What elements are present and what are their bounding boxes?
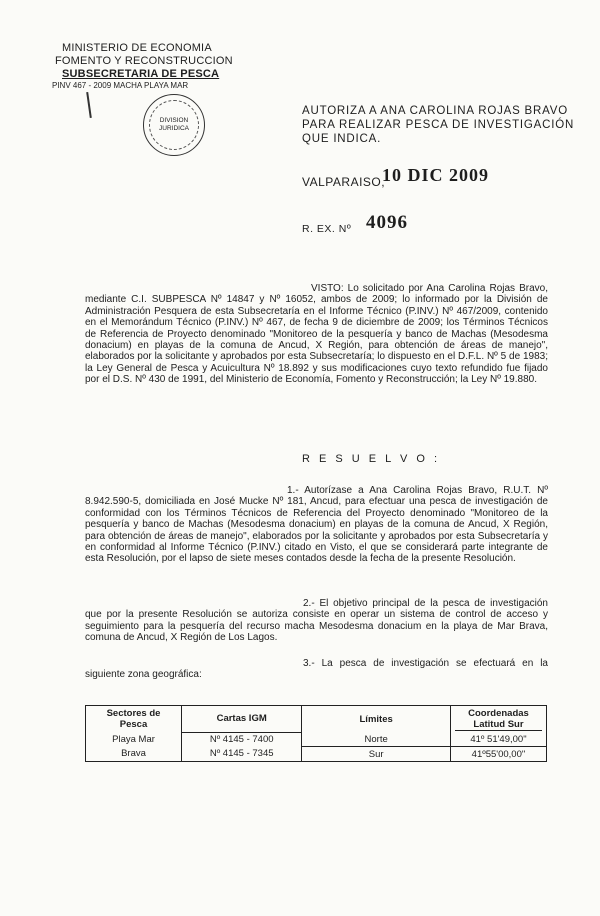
stamp-line1: DIVISION bbox=[159, 117, 189, 124]
subsecretaria-name: SUBSECRETARIA DE PESCA bbox=[62, 68, 220, 80]
subject-line3: QUE INDICA. bbox=[302, 133, 382, 145]
header-cartas: Cartas IGM bbox=[182, 706, 302, 733]
city-label: VALPARAISO, bbox=[302, 175, 386, 189]
sector-line2: Brava bbox=[86, 747, 182, 762]
resolution-number: 4096 bbox=[366, 212, 408, 233]
resuelvo-heading: R E S U E L V O : bbox=[302, 453, 441, 465]
limite-cell: Sur bbox=[302, 747, 451, 762]
article-2-paragraph: 2.- El objetivo principal de la pesca de investigación que por la presente Resolución se autoriza consiste en operar un sistema de control de acceso y seguimiento para la pesquería del recurso macha Mesodesma donacium en la playa de Mar Brava, comuna de Ancud, X Región de Los Lagos. bbox=[85, 598, 548, 644]
visto-paragraph: VISTO: Lo solicitado por Ana Carolina Rojas Bravo, mediante C.I. SUBPESCA Nº 14847 y Nº 16052, ambos de 2009; lo informado por la División de Administración Pesquera de esta Subsecretaría en el Informe Técnico (P.INV.) Nº 467/2009, contenido en el Memorándum Técnico (P.INV.) Nº 467, de fecha 9 de diciembre de 2009; los Términos Técnicos de Referencia de Proyecto denominado "Monitoreo de la pesquería y banco de Machas (Mesodesma donacium) en playas de la comuna de Ancud, X Región, para obtención de áreas de manejo", elaborados por la solicitante y aprobados por esta Subsecretaría; lo dispuesto en el D.F.L. Nº 5 de 1983; la Ley General de Pesca y Acuicultura Nº 18.892 y sus modificaciones cuyo texto refundido fue fijado por el D.S. Nº 430 de 1991, del Ministerio de Economía, Fomento y Reconstrucción; la Ley Nº 19.880. bbox=[85, 283, 548, 386]
subject-line1: AUTORIZA A ANA CAROLINA ROJAS BRAVO bbox=[302, 105, 568, 117]
stamp-line2: JURIDICA bbox=[159, 125, 189, 132]
carta-cell: Nº 4145 - 7400 bbox=[182, 732, 302, 747]
header-coordenadas bbox=[450, 706, 546, 733]
header-coord-line1: Coordenadas bbox=[468, 707, 529, 719]
division-juridica-stamp bbox=[143, 94, 205, 156]
geographic-zone-table bbox=[85, 705, 547, 762]
header-sectores-line1: Sectores de bbox=[106, 708, 161, 719]
stamp-inner-ring bbox=[149, 100, 199, 150]
latitud-cell: 41º55'00,00" bbox=[450, 747, 546, 762]
table-header-row bbox=[86, 706, 547, 733]
resolution-label: R. EX. Nº bbox=[302, 223, 352, 235]
header-sectores bbox=[86, 706, 182, 733]
handwritten-mark bbox=[86, 92, 92, 118]
article-3-paragraph: 3.- La pesca de investigación se efectuará en la siguiente zona geográfica: bbox=[85, 658, 548, 681]
ministry-name: MINISTERIO DE ECONOMIA bbox=[62, 42, 212, 54]
sector-line1: Playa Mar bbox=[86, 732, 182, 747]
table-row bbox=[86, 732, 547, 747]
table-row bbox=[86, 747, 547, 762]
article-1-paragraph: 1.- Autorízase a Ana Carolina Rojas Bravo, R.U.T. Nº 8.942.590-5, domiciliada en José Mucke Nº 181, Ancud, para efectuar una pesca de investigación de conformidad con los Términos Técnicos de Referencia del Proyecto denominado "Monitoreo de la pesquería y banco de Machas (Mesodesma donacium) en playas de la comuna de Ancud, X Región, para obtención de áreas de manejo", elaborados por la solicitante y aprobados por esta Subsecretaría y en conformidad al Informe Técnico (P.INV.) citado en Visto, el que se considerará parte integrante de esta Resolución, por el lapso de siete meses contados desde la fecha de la presente Resolución. bbox=[85, 485, 548, 565]
date-stamp: 10 DIC 2009 bbox=[382, 165, 490, 185]
limite-cell: Norte bbox=[302, 732, 451, 747]
header-sectores-line2: Pesca bbox=[119, 719, 148, 730]
ministry-subtitle: FOMENTO Y RECONSTRUCCION bbox=[55, 55, 233, 67]
header-limites: Límites bbox=[302, 706, 451, 733]
carta-cell: Nº 4145 - 7345 bbox=[182, 747, 302, 762]
subject-line2: PARA REALIZAR PESCA DE INVESTIGACIÓN bbox=[302, 119, 575, 131]
reference-code: PINV 467 - 2009 MACHA PLAYA MAR bbox=[52, 81, 189, 90]
header-coord-line2: Latitud Sur bbox=[455, 719, 542, 731]
latitud-cell: 41º 51'49,00" bbox=[450, 732, 546, 747]
